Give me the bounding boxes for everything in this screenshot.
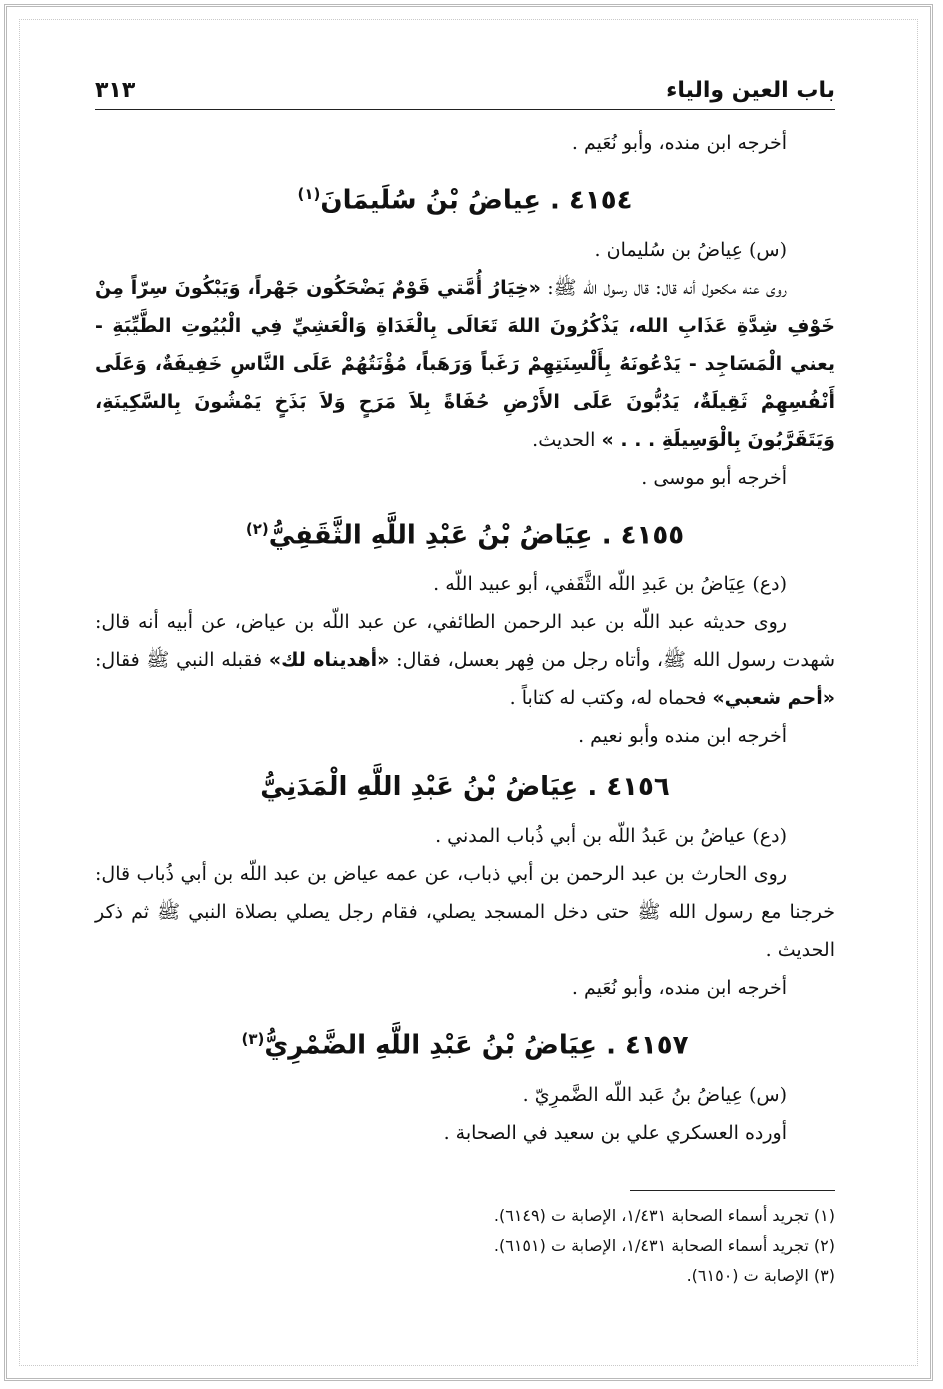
hadith-text: «خِيَارُ أُمَّتي قَوْمٌ يَضْحَكُون جَهْراً، وَيَبْكُونَ سِرّاً مِنْ خَوْفِ شِدَّةِ عَذَابِ الله، يَذْكُرُونَ اللهَ تَعَالَى بِالْغَدَاةِ وَالْعَشِيِّ فِي الْبُيُوتِ الطَّيِّبَةِ - يعني الْمَسَاجِد - يَدْعُونَهُ بِأَلْسِنَتِهِمْ رَغَباً وَرَهَباً، مُؤْنَتُهُمْ عَلَى النَّاسِ خَفِيفَةٌ، وَعَلَى أَنْفُسِهِمْ ثَقِيلَةٌ، يَدُبُّونَ عَلَى الأَرْضِ حُفَاةً بِلاَ مَرَحٍ وَلاَ بَذَخٍ يَمْشُونَ بِالسَّكِينَةِ، وَيَتَقَرَّبُونَ بِالْوَسِيلَةِ . . . » xyxy=(95,276,835,451)
narration-text: فقبله النبي ﷺ فقال: xyxy=(95,649,269,672)
chapter-title: باب العين والياء xyxy=(666,78,835,103)
paragraph: (س) عِياضُ بن سُليمان . xyxy=(594,238,787,261)
footnote-marker: (٣) xyxy=(241,1030,265,1049)
entry-heading-4156 xyxy=(95,759,835,815)
narration-intro: روى عنه مكحول أنه قال: قال رسول الله ﷺ: xyxy=(540,276,787,299)
footnote-marker: (٢) xyxy=(245,519,269,538)
footnote-marker: (١) xyxy=(297,185,321,203)
paragraph: أخرجه ابن منده، وأبو نُعَيم . xyxy=(571,132,787,154)
entry-name: عِيَاضُ بْنُ عَبْدِ اللَّهِ الضَّمْرِيُّ xyxy=(264,1030,598,1061)
footnotes xyxy=(95,1201,835,1291)
entry-name: عِيَاضُ بْنُ عَبْدِ اللَّهِ الثَّقَفِيُّ xyxy=(268,520,593,551)
narration-paragraph xyxy=(95,603,835,717)
entry-name: عِياضُ بْنُ سُلَيمَانَ xyxy=(320,185,541,216)
paragraph: (دع) عِيَاضُ بن عَبدِ اللّه الثَّقَفي، أبو عبيد اللّه . xyxy=(433,573,787,596)
hadith-paragraph xyxy=(95,269,835,459)
entry-number: ٤١٥٥ . xyxy=(601,520,685,551)
page-number: ٣١٣ xyxy=(95,78,136,103)
narration-paragraph: روى الحارث بن عبد الرحمن بن أبي ذباب، عن عمه عياض بن عبد اللّه بن أبي ذُباب قال: خرجنا مع رسول الله ﷺ حتى دخل المسجد يصلي، فقام رجل يصلي بصلاة النبي ﷺ ثم ذكر الحديث . xyxy=(95,863,835,962)
footnote: (٢) تجريد أسماء الصحابة ١/٤٣١، الإصابة ت (٦١٥١). xyxy=(493,1235,835,1255)
running-header xyxy=(95,78,835,110)
paragraph: أخرجه ابن منده وأبو نعيم . xyxy=(578,725,787,748)
entry-heading-4157 xyxy=(95,1011,835,1074)
paragraph: أورده العسكري علي بن سعيد في الصحابة . xyxy=(443,1121,787,1144)
entry-number: ٤١٥٦ . xyxy=(587,772,670,803)
footnote: (١) تجريد أسماء الصحابة ١/٤٣١، الإصابة ت (٦١٤٩). xyxy=(493,1205,835,1225)
quote-text: «أحم شعبي» xyxy=(712,687,835,710)
paragraph: أخرجه ابن منده، وأبو نُعَيم . xyxy=(571,977,787,1000)
narration-text: روى حديثه عبد اللّه بن عبد الرحمن الطائفي، عن عبد اللّه بن عياض، عن أبيه أنه قال: شهدت رسول الله ﷺ، وأتاه رجل من فِهر بعسل، فقال: xyxy=(95,611,835,672)
entry-heading-4154 xyxy=(95,166,835,229)
narration-end: الحديث. xyxy=(532,428,602,451)
paragraph: أخرجه أبو موسى . xyxy=(641,466,787,489)
paragraph: (دع) عياضُ بن عَبدُ اللّه بن أبي ذُباب المدني . xyxy=(435,825,787,848)
quote-text: «أهديناه لك» xyxy=(268,649,390,672)
narration-text: فحماه له، وكتب له كتاباً . xyxy=(509,687,713,710)
entry-heading-4155 xyxy=(95,501,835,564)
entry-name: عِيَاضُ بْنُ عَبْدِ اللَّهِ الْمَدَنِيُّ xyxy=(260,772,579,803)
page-body xyxy=(95,124,835,1152)
footnote: (٣) الإصابة ت (٦١٥٠). xyxy=(686,1265,835,1285)
footnote-separator xyxy=(630,1190,835,1191)
entry-number: ٤١٥٤ . xyxy=(550,185,633,216)
book-page xyxy=(95,78,835,1291)
paragraph: (س) عِياضُ بنُ عَبد اللّه الضَّمرِيّ . xyxy=(522,1083,787,1106)
entry-number: ٤١٥٧ . xyxy=(606,1030,689,1061)
